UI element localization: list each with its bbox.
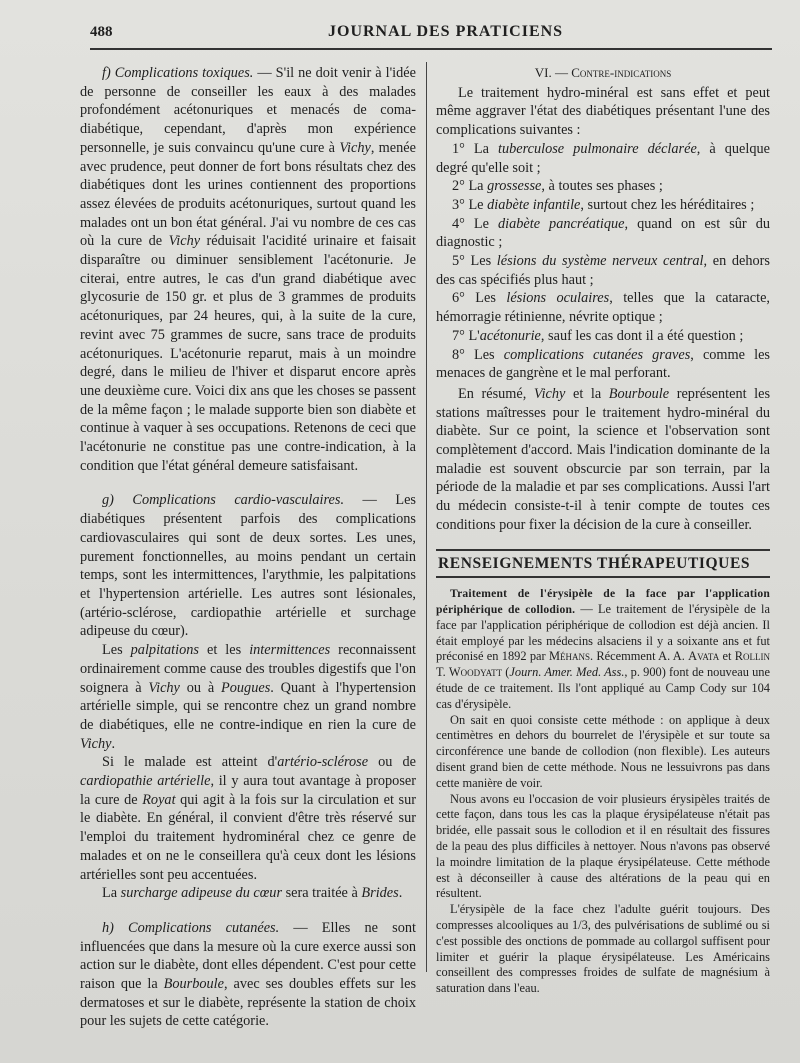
list-item: 4° Le diabète pancréatique, quand on est sûr du diagnostic ; [436,215,771,251]
section-label-h: h) Complications cutanées. [102,919,280,936]
journal-title: JOURNAL DES PRATICIENS [328,23,564,40]
paragraph-adipose-heart: La surcharge adipeuse du cœur sera traitée à Brides. [102,885,403,902]
therapeutic-notes [436,586,770,997]
paragraph-erysipelas-treatment: Traitement de l'érysipèle de la face par l'application périphérique de collodion. — Le traitement de l'érysipèle de la face par l'application périphérique de collodion est déjà ancien. Il était employé par les médecins alsaciens il y a soixante ans et fut préconisé en 1892 par Méhans. Récemment A. A. Avata et Rollin T. Woodyatt (Journ. Amer. Med. Ass., p. 900) font de nouveau une étude de ce traitement. Ils l'ont appliqué au Camp Cody sur 104 cas d'érysipèle. [436,587,771,711]
contraindication-list [436,140,770,383]
page-header [90,22,772,46]
paragraph-observation: Nous avons eu l'occasion de voir plusieurs érysipèles traités de cette façon, dans tous les cas la plaque érysipélateuse n'était pas bridée, elle passait sous le collodion et il en résultait des fissures de la peau des plus difficiles à nettoyer. Nous n'avons pas observé la moindre limitation de la plaque érysipélateuse. Cette méthode est à déconseiller à cause des altérations de la peau qui en résultent. [436,791,770,901]
list-item: 6° Les lésions oculaires, telles que la cataracte, hémorragie rétinienne, névrite optique ; [436,290,770,326]
page-number: 488 [90,24,113,40]
left-column [80,64,416,1031]
note-heading: Traitement de l'érysipèle de la face par l'application périphérique de collodion. [436,587,770,617]
list-item: 2° La grossesse, à toutes ses phases ; [452,178,663,195]
paragraph-intro: Le traitement hydro-minéral est sans effet et peut même aggraver l'état des diabétiques présentant l'une des complications suivantes : [436,84,770,139]
list-item: 5° Les lésions du système nerveux central, en dehors des cas spécifiés plus haut ; [436,253,770,288]
list-item: 3° Le diabète infantile, surtout chez les héréditaires ; [452,196,755,213]
section-label-f: f) Complications toxiques. [102,65,254,81]
right-column [436,64,770,997]
list-item: 8° Les complications cutanées graves, comme les menaces de gangrène et le mal perforant. [436,346,770,382]
section-label-g: g) Complications cardio-vasculaires. [102,492,345,509]
list-item: 7° L'acétonurie, sauf les cas dont il a été question ; [452,327,744,344]
section-title-therapeutic-notes: RENSEIGNEMENTS THÉRAPEUTIQUES [436,549,770,579]
list-item: 1° La tuberculose pulmonaire déclarée, à quelque degré qu'elle soit ; [436,140,771,176]
paragraph-cardio-complications: g) Complications cardio-vasculaires. — Les diabétiques présentent parfois des complications cardiovasculaires qui sont de deux sortes. Les unes, purement fonctionnelles, au moins pendant un certain temps, sont les intermittences, l'arythmie, les palpitations et l'hypertension artérielle. Les autres sont lésionales, (artério-sclérose, cardiopathie artérielle et surchage adipeuse du cœur). [80,492,416,640]
paragraph-method: On sait en quoi consiste cette méthode : on applique à deux centimètres en dehors du bourrelet de l'érysipèle et sur toute sa circonférence une bande de collodion (non flexible). Les auteurs disent grand bien de cette méthode. Nous ne lessuivrons pas dans cette manière de voir. [436,712,770,790]
paragraph-cutaneous-complications: h) Complications cutanées. — Elles ne sont influencées que dans la mesure où la cure exerce aussi son action sur le diabète, dont elles dépendent. C'est pour cette raison que la Bourboule, avec ses doubles effets sur les dermatoses et sur le diabète, représente la station de choix pour les sujets de cette catégorie. [80,919,417,1030]
paragraph-summary: En résumé, Vichy et la Bourboule représentent les stations maîtresses pour le traitement hydro-minéral du diabète. Sur ce point, la science et l'observation sont complètement d'accord. Mais l'indication dominante de la maladie est souvent obscurcie par son terrain, par la période de la maladie et par ses complications. Aussi l'art du médecin consiste-t-il à tenir compte de toutes ces conditions pour fixer la décision de la cure à conseiller. [436,385,771,533]
paragraph-toxic-complications: f) Complications toxiques. — S'il ne doit venir à l'idée de personne de conseiller les eaux à des malades profondément acétonuriques et menacés de coma-diabétique, cependant, d'après mon expérience personnelle, je suis convaincu qu'une cure à Vichy, menée avec prudence, peut donner de fort bons résultats chez des diabétiques dont les urines contiennent des proportions assez élevées de produits acétonuriques, surtout quand les malades ont un bon état général. J'ai vu nombre de ces cas où la cure de Vichy réduisait l'acidité urinaire et faisait disparaître ou diminuer sensiblement l'acétonurie. Je citerai, entre autres, le cas d'un grand diabétique avec glycosurie de 150 gr. et plus de 3 grammes de produits acétonuriques, par 24 heures, qui, à la suite de la cure, revint avec 75 grammes de sucre, sans trace de produits acétonuriques. L'acétonurie reparut, mais à un moindre degré, dans le milieu de l'hiver et disparut encore après une deuxième cure. Voici dix ans que les choses se passent de la même façon ; le malade supporte bien son diabète et continue à vaquer à ses occupations. Retenons de ceci que l'acétonurie ne constitue pas une contre-indication, à la condition que l'état général demeure satisfaisant. [80,65,416,474]
paragraph-adult-erysipelas: L'érysipèle de la face chez l'adulte guérit toujours. Des compresses alcooliques au 1/3, des pulvérisations de sublimé ou si c'est possible des onctions de pommade au collargol suffisent pour limiter et guérir la plaque érysipélateuse. Les Américains conseillent des compresses froides de sulfate de magnésium à saturation dans l'eau. [436,902,770,996]
paragraph-palpitations: Les palpitations et les intermittences reconnaissent ordinairement comme cause des troubles digestifs que l'on soignera à Vichy ou à Pougues. Quant à l'hypertension artérielle simple, qui se rencontre chez un grand nombre de diabétiques, elle ne contre-indique en rien la cure de Vichy. [80,642,416,752]
header-rule [90,48,772,50]
paragraph-arteriosclerosis: Si le malade est atteint d'artério-sclérose ou de cardiopathie artérielle, il y aura tout avantage à proposer la cure de Royat qui agit à la fois sur la circulation et sur le diabète. En général, il convient d'être très réservé sur l'emploi du traitement hydrominéral chez ce genre de malades et on ne le conseillera qu'à ceux dont les lésions artérielles sont peu accentuées. [80,754,416,883]
column-divider [426,62,427,972]
section-title-contraindications: VI. — Contre-indications [534,65,672,80]
